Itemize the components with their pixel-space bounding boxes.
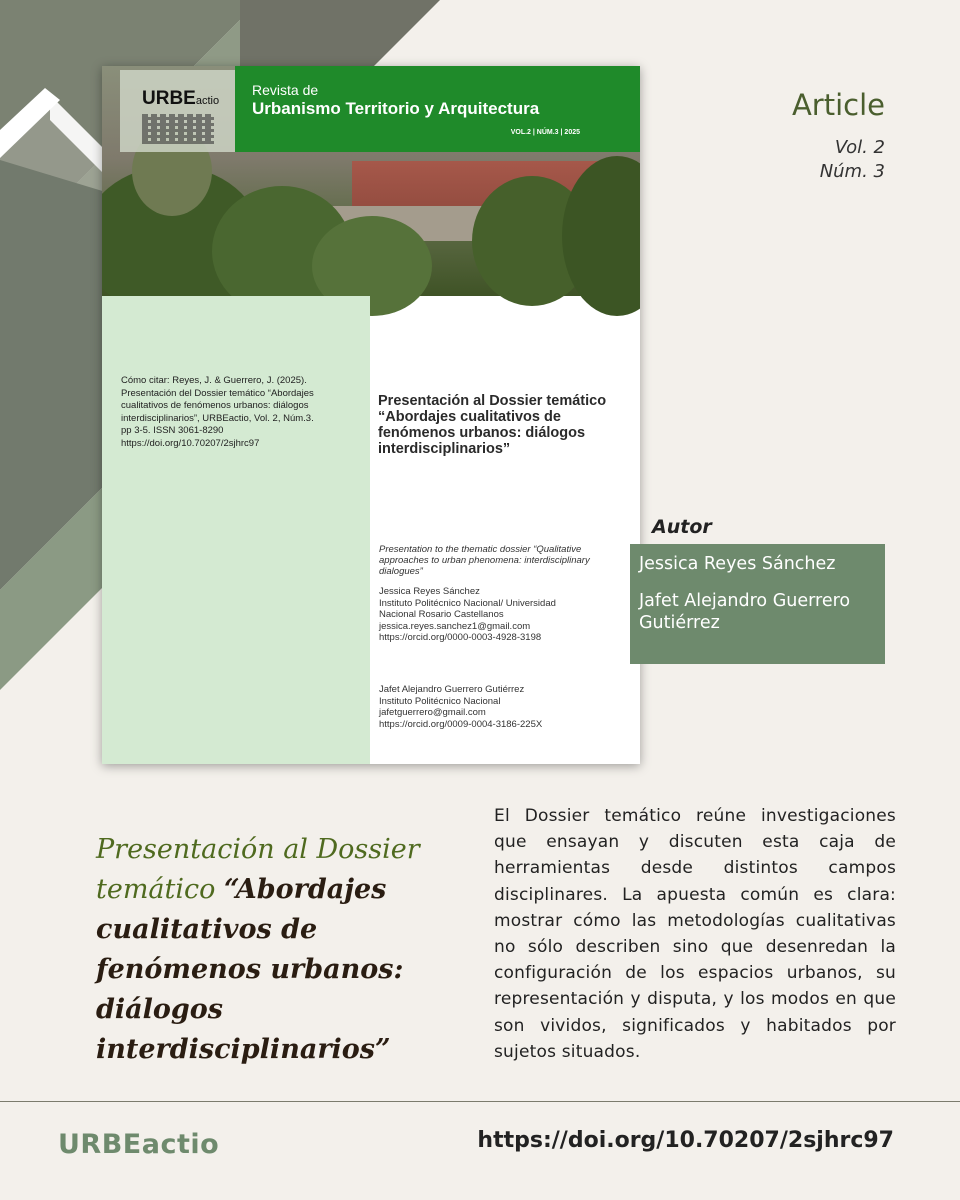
cover-citation: Cómo citar: Reyes, J. & Guerrero, J. (2025). Presentación del Dossier temático “Abordajes cualitativos de fenómenos urbanos: diálogos interdisciplinarios”, URBEactio, Vol. 2, Núm.3. pp 3-5. ISSN 3061-8290 https://doi.org/10.70207/2sjhrc97 [121,375,314,449]
volume-label: Vol. 2 [834,137,885,158]
cover-logo [120,70,235,152]
footer-logo: URBEactio [58,1129,220,1160]
cover-author-2: Jafet Alejandro Guerrero Gutiérrez Instituto Politécnico Nacional jafetguerrero@gmail.com https://orcid.org/0009-0004-3186-225X [379,684,543,730]
footer-divider [0,1101,960,1102]
article-title-bold: “Abordajes cualitativos de fenómenos urbanos: diálogos interdisciplinarios” [96,874,404,1065]
cover-article-subtitle: Presentation to the thematic dossier “Qualitative approaches to urban phenomena: interdisciplinary dialogues” [379,544,590,577]
cover-author-1: Jessica Reyes Sánchez Instituto Politécnico Nacional/ Universidad Nacional Rosario Castellanos jessica.reyes.sanchez1@gmail.com https://orcid.org/0000-0003-4928-3198 [379,586,556,643]
cover-logo-text: URBEactio [142,88,220,109]
author-box [630,544,885,664]
author-label: Autor [652,516,712,538]
footer-doi-link[interactable]: https://doi.org/10.70207/2sjhrc97 [477,1128,894,1153]
article-summary: El Dossier temático reúne investigaciones que ensayan y discuten esta caja de herramientas desde distintos campos disciplinares. La apuesta común es clara: mostrar cómo las metodologías cualitativas no sólo describen sino que desenredan la configuración de los espacios urbanos, su representación y disputa, y los modos en que son vividos, significados y habitados por sujetos situados. [494,806,896,1062]
cover-volume-line: VOL.2 | NÚM.3 | 2025 [510,129,580,136]
article-title-plain: Presentación al Dossier temático [96,834,420,905]
cover-logo-pattern [142,114,214,144]
article-title [96,830,466,1070]
cover-pre-title: Revista de [252,82,319,98]
cover-article-title: Presentación al Dossier temático “Abordajes cualitativos de fenómenos urbanos: diálogos interdisciplinarios” [378,393,607,457]
journal-cover [102,66,640,764]
cover-left-panel [102,296,370,764]
author-name: Jessica Reyes Sánchez [639,554,836,574]
author-name: Jafet Alejandro Guerrero Gutiérrez [639,591,851,633]
cover-journal-name: Urbanismo Territorio y Arquitectura [252,99,540,118]
cover-banner [235,66,640,152]
number-label: Núm. 3 [819,161,885,182]
article-type-label: Article [791,88,885,122]
